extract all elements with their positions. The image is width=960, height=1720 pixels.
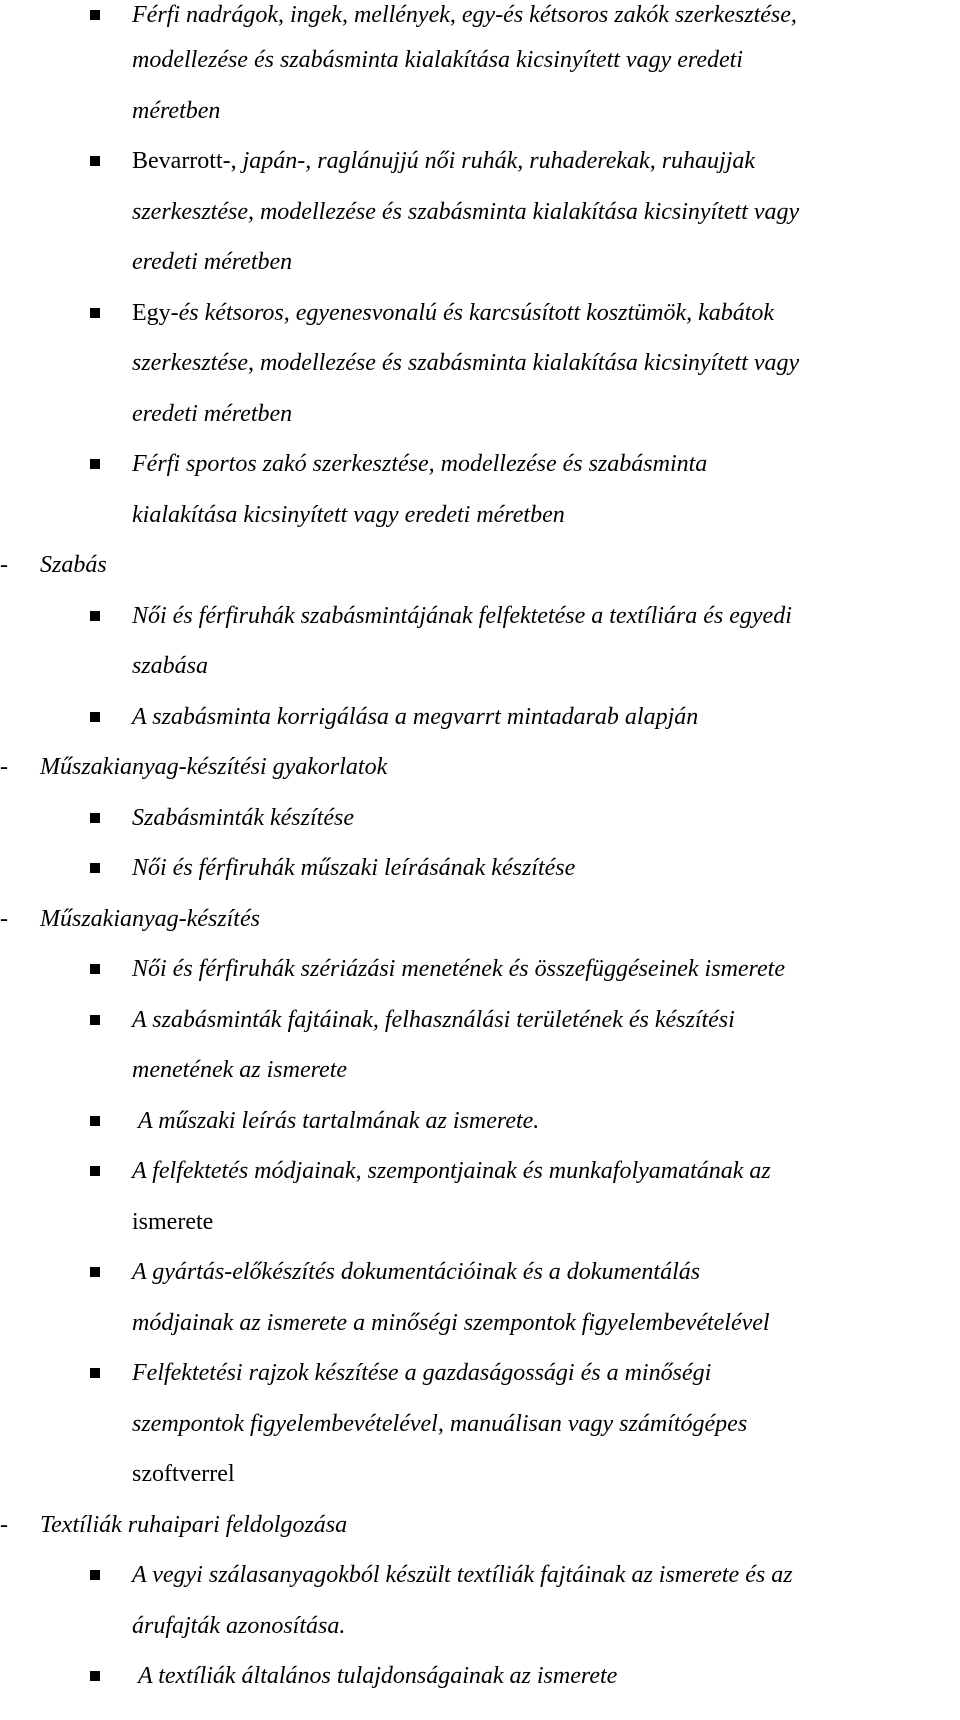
section-heading-text: Szabás <box>40 552 107 578</box>
square-bullet-icon <box>90 712 100 722</box>
list-item-text <box>132 298 774 328</box>
square-bullet-icon <box>90 1671 100 1681</box>
list-item-continuation <box>0 45 960 96</box>
list-item-text: A gyártás-előkészítés dokumentációinak és a dokumentálás <box>132 1259 701 1285</box>
list-item-text: kialakítása kicsinyített vagy eredeti méretben <box>132 501 565 528</box>
list-item-continuation <box>0 1409 960 1460</box>
list-item-text: méretben <box>132 97 221 124</box>
square-bullet-icon <box>90 156 100 166</box>
square-bullet-icon <box>90 459 100 469</box>
list-item-text: Női és férfiruhák műszaki leírásának készítése <box>132 855 576 881</box>
square-bullet-icon <box>90 1015 100 1025</box>
list-item-continuation <box>0 197 960 248</box>
list-item-text: A textíliák általános tulajdonságainak az ismerete <box>138 1663 618 1689</box>
list-item-continuation <box>0 1207 960 1258</box>
section-heading <box>0 550 960 601</box>
list-item <box>0 853 960 904</box>
list-item-continuation <box>0 399 960 450</box>
section-heading <box>0 904 960 955</box>
list-item-continuation <box>0 1459 960 1510</box>
list-item-continuation <box>0 500 960 551</box>
list-item <box>0 702 960 753</box>
list-item-text: A szabásminta korrigálása a megvarrt mintadarab alapján <box>132 703 699 730</box>
list-item-text <box>132 146 755 176</box>
list-item-text: A műszaki leírás tartalmának az ismerete. <box>138 1107 540 1134</box>
section-heading <box>0 752 960 803</box>
list-item-text: szoftverrel <box>132 1461 235 1487</box>
list-item-text: A felfektetés módjainak, szempontjainak és munkafolyamatának az <box>132 1158 771 1184</box>
list-item-text-upright: Egy- <box>132 299 179 326</box>
list-item-text: szabása <box>132 653 209 679</box>
list-item <box>0 449 960 500</box>
list-item-continuation <box>0 1055 960 1106</box>
dash-marker: - <box>0 1511 8 1538</box>
list-item-text: Felfektetési rajzok készítése a gazdaságossági és a minőségi <box>132 1360 712 1386</box>
list-item-continuation <box>0 651 960 702</box>
section-heading-text: Textíliák ruhaipari feldolgozása <box>40 1511 348 1538</box>
list-item-text: Férfi sportos zakó szerkesztése, modellezése és szabásminta <box>132 451 708 477</box>
square-bullet-icon <box>90 964 100 974</box>
list-item-text: árufajták azonosítása. <box>132 1612 346 1639</box>
list-item <box>0 803 960 854</box>
list-item-text: Férfi nadrágok, ingek, mellények, egy-és kétsoros zakók szerkesztése, <box>132 2 797 28</box>
list-item-text: szerkesztése, modellezése és szabásminta kialakítása kicsinyített vagy <box>132 350 800 376</box>
square-bullet-icon <box>90 1166 100 1176</box>
list-item-text: A szabásminták fajtáinak, felhasználási területének és készítési <box>132 1006 735 1033</box>
square-bullet-icon <box>90 10 100 20</box>
dash-marker: - <box>0 754 8 780</box>
section-heading-text: Műszakianyag-készítési gyakorlatok <box>40 754 388 780</box>
dash-marker: - <box>0 905 8 932</box>
list-item <box>0 1560 960 1611</box>
list-item <box>0 298 960 349</box>
square-bullet-icon <box>90 1368 100 1378</box>
list-item-text: menetének az ismerete <box>132 1057 348 1083</box>
list-item-text: szerkesztése, modellezése és szabásminta kialakítása kicsinyített vagy <box>132 198 800 225</box>
square-bullet-icon <box>90 813 100 823</box>
list-item-text: Női és férfiruhák szabásmintájának felfektetése a textíliára és egyedi <box>132 602 792 629</box>
list-item <box>0 1005 960 1056</box>
square-bullet-icon <box>90 611 100 621</box>
list-item <box>0 954 960 1005</box>
list-item <box>0 1257 960 1308</box>
list-item-text: A vegyi szálasanyagokból készült textíliák fajtáinak az ismerete és az <box>132 1562 793 1588</box>
list-item <box>0 0 960 45</box>
section-heading <box>0 1510 960 1561</box>
list-item-continuation <box>0 1308 960 1359</box>
list-item <box>0 1661 960 1712</box>
section-heading-text: Műszakianyag-készítés <box>40 905 260 932</box>
list-item-continuation <box>0 96 960 147</box>
list-item-text: ismerete <box>132 1208 214 1235</box>
list-item-text-italic: japán-, raglánujjú női ruhák, ruhaderekak, ruhaujjak <box>242 148 756 174</box>
square-bullet-icon <box>90 1267 100 1277</box>
list-item-text: eredeti méretben <box>132 249 293 275</box>
list-item-text: szempontok figyelembevételével, manuálisan vagy számítógépes <box>132 1410 748 1437</box>
list-item <box>0 1106 960 1157</box>
list-item-continuation <box>0 247 960 298</box>
list-item-text-upright: Bevarrott-, <box>132 148 243 174</box>
list-item-text: Női és férfiruhák szériázási menetének és összefüggéseinek ismerete <box>132 956 785 982</box>
square-bullet-icon <box>90 1116 100 1126</box>
list-item-continuation <box>0 348 960 399</box>
list-item-text: modellezése és szabásminta kialakítása kicsinyített vagy eredeti <box>132 47 743 73</box>
square-bullet-icon <box>90 308 100 318</box>
list-item-text-italic: és kétsoros, egyenesvonalú és karcsúsított kosztümök, kabátok <box>178 299 775 326</box>
list-item <box>0 1156 960 1207</box>
list-item-continuation <box>0 1611 960 1662</box>
square-bullet-icon <box>90 1570 100 1580</box>
list-item <box>0 601 960 652</box>
list-item-text: Szabásminták készítése <box>132 804 354 831</box>
list-item-text: módjainak az ismerete a minőségi szempontok figyelembevételével <box>132 1309 770 1336</box>
square-bullet-icon <box>90 863 100 873</box>
dash-marker: - <box>0 552 8 578</box>
list-item-text: eredeti méretben <box>132 400 293 427</box>
list-item <box>0 1358 960 1409</box>
list-item <box>0 146 960 197</box>
